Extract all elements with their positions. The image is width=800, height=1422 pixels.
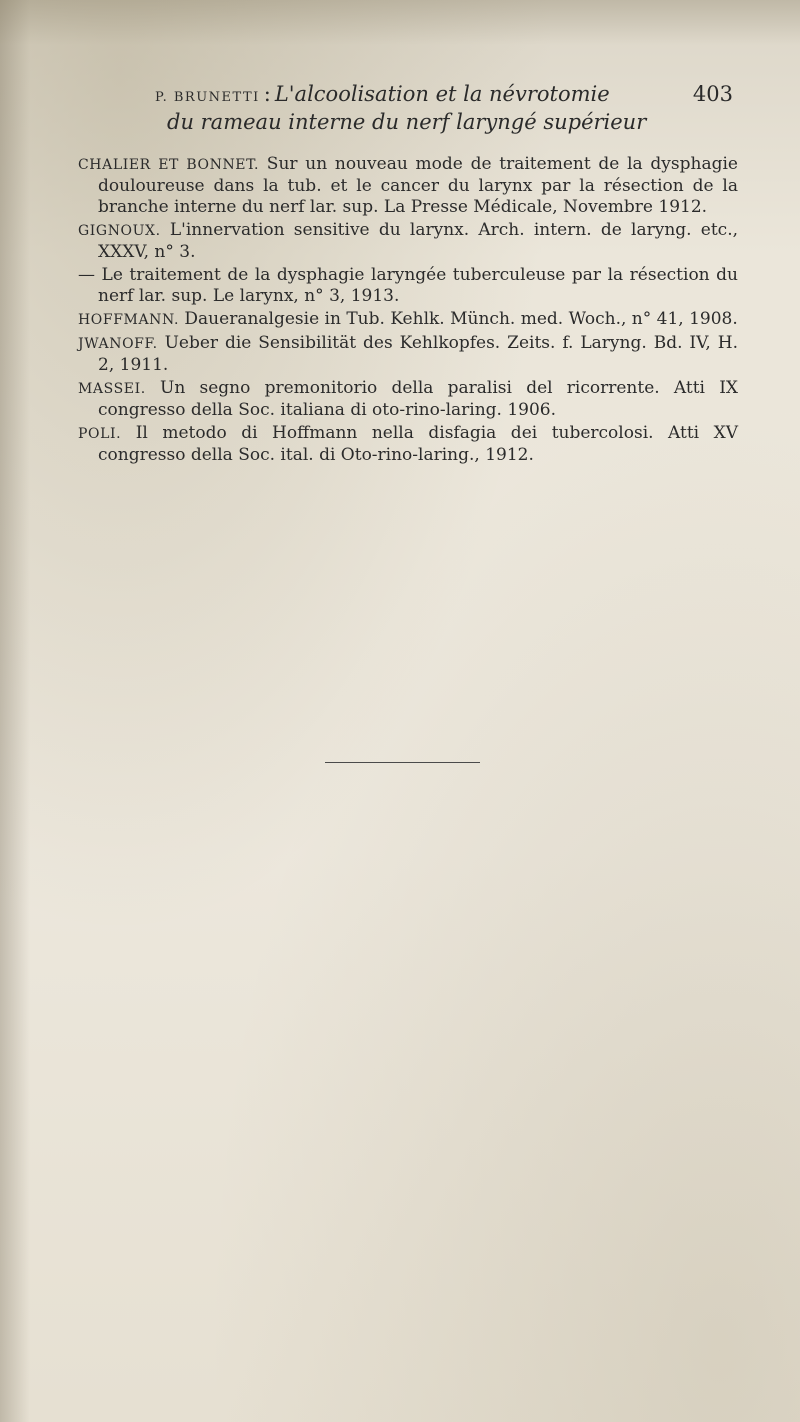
page-gutter-shadow [0,0,30,1422]
reference-text: Sur un nouveau mode de traitement de la dysphagie douloureuse dans la tub. et le cancer du larynx par la résection de la branche interne du nerf lar. sup. La Presse Médicale, Novembre 1912. [98,154,738,217]
reference-text: Il metodo di Hoffmann nella disfagia dei tubercolosi. Atti XV congresso della Soc. ital. di Oto-rino-laring., 1912. [98,423,739,465]
reference-entry [78,378,738,421]
reference-entry [78,333,738,376]
reference-entry [78,220,738,263]
page-top-shadow [0,0,800,45]
reference-text: — Le traitement de la dysphagie laryngée tuberculeuse par la résection du nerf lar. sup. Le larynx, n° 3, 1913. [78,265,738,306]
running-head-author: P. BRUNETTI [155,90,260,105]
running-head-line-1 [155,80,735,108]
running-head-title-line-2: du rameau interne du nerf laryngé supérieur [167,110,647,134]
running-head-title-line-1: L'alcoolisation et la névrotomie [274,82,610,106]
running-head-separator: : [263,82,271,106]
reference-author: CHALIER ET BONNET. [78,157,260,173]
reference-author: POLI. [78,426,122,442]
reference-author: MASSEI. [78,381,146,397]
reference-text: Daueranalgesie in Tub. Kehlk. Münch. med. Woch., n° 41, 1908. [184,309,738,329]
reference-entry [78,309,738,331]
reference-entry [78,423,738,466]
section-end-rule [325,762,480,763]
reference-text: Ueber die Sensibilität des Kehlkopfes. Zeits. f. Laryng. Bd. IV, H. 2, 1911. [98,333,738,375]
page-number: 403 [692,82,733,106]
reference-author: HOFFMANN. [78,312,180,328]
reference-entry [78,154,738,218]
reference-text: Un segno premonitorio della paralisi del ricorrente. Atti IX congresso della Soc. italiana di oto-rino-laring. 1906. [98,378,739,420]
bibliography [78,154,738,468]
running-head [155,80,735,136]
reference-author: GIGNOUX. [78,223,161,239]
reference-text: L'innervation sensitive du larynx. Arch. intern. de laryng. etc., XXXV, n° 3. [98,220,739,262]
reference-author: JWANOFF. [78,336,158,352]
reference-entry [78,265,738,307]
